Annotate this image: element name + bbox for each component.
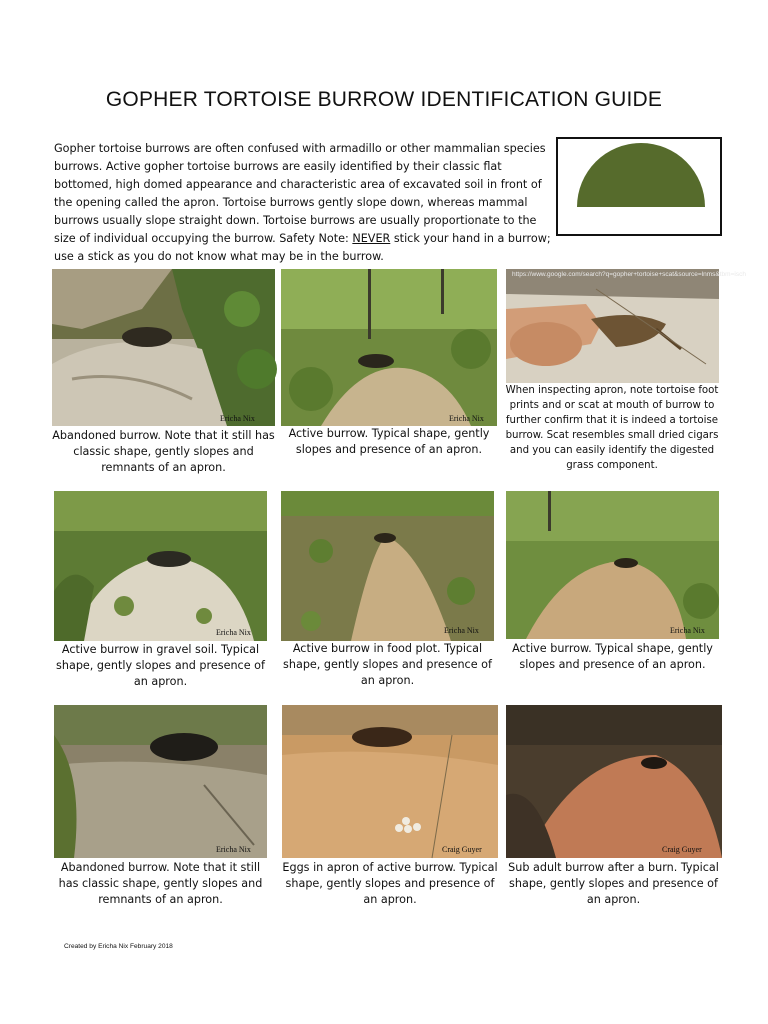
photo-eggs-in-apron [282,705,498,858]
photo-credit-2: Ericha Nix [449,414,484,423]
photo-credit-9: Craig Guyer [662,845,702,854]
photo-source-url: https://www.google.com/search?q=gopher+tortoise+scat&source=lnms&tbm=isch [512,271,746,278]
photo-credit-1: Ericha Nix [220,414,255,423]
page-title: GOPHER TORTOISE BURROW IDENTIFICATION GUIDE [105,88,663,111]
safety-emphasis: NEVER [352,232,391,245]
burrow-shape-diagram [556,137,722,236]
caption-4: Active burrow in gravel soil. Typical shape, gently slopes and presence of an apron. [56,643,265,688]
caption-1: Abandoned burrow. Note that it still has classic shape, gently slopes and remnants of an apron. [52,429,275,474]
photo-credit-5: Ericha Nix [444,626,479,635]
caption-6: Active burrow. Typical shape, gently slopes and presence of an apron. [512,642,713,671]
burrow-shape-svg [558,139,720,234]
photo-food-plot-burrow [281,491,494,641]
intro-text-start: Gopher tortoise burrows are often confused with armadillo or other mammalian species burrows. Active gopher tortoise burrows are easily identified by their classic flat bottomed, high domed appearance and characteristic area of excavated soil in front of the opening called the apron. Tortoise burrows gently slope down, whereas mammal burrows usually slope straight down. Tortoise burrows are usually proportionate to the size of individual occupying the burrow. Safety Note: [54,142,546,245]
caption-9: Sub adult burrow after a burn. Typical shape, gently slopes and presence of an apron. [508,861,719,906]
intro-text-end: stick your hand in a burrow; use a stick as you do not know what may be in the burrow. [54,232,551,263]
photo-credit-7: Ericha Nix [216,845,251,854]
photo-credit-4: Ericha Nix [216,628,251,637]
photo-tortoise-scat [506,269,746,383]
footer-credit: Created by Ericha Nix February 2018 [64,943,173,950]
photo-credit-6: Ericha Nix [670,626,705,635]
caption-5: Active burrow in food plot. Typical shape, gently slopes and presence of an apron. [283,642,492,687]
caption-8: Eggs in apron of active burrow. Typical shape, gently slopes and presence of an apron. [282,861,498,906]
photo-burned-burrow [506,705,722,858]
burrow-dome-shape [577,143,705,207]
photo-gravel-burrow [54,491,267,641]
caption-7: Abandoned burrow. Note that it still has classic shape, gently slopes and remnants of an apron. [58,861,263,906]
intro-paragraph [54,140,554,266]
photo-credit-8: Craig Guyer [442,845,482,854]
photo-active-burrow-2 [506,491,719,639]
photo-active-burrow-1 [281,269,497,426]
caption-2: Active burrow. Typical shape, gently slopes and presence of an apron. [288,427,490,456]
photo-abandoned-burrow-1 [52,269,275,426]
photo-abandoned-burrow-2 [54,705,267,858]
caption-3: When inspecting apron, note tortoise foot prints and or scat at mouth of burrow to further confirm that it is indeed a tortoise burrow. Scat resembles small dried cigars and you can easily identify the digested grass component. [505,385,719,471]
